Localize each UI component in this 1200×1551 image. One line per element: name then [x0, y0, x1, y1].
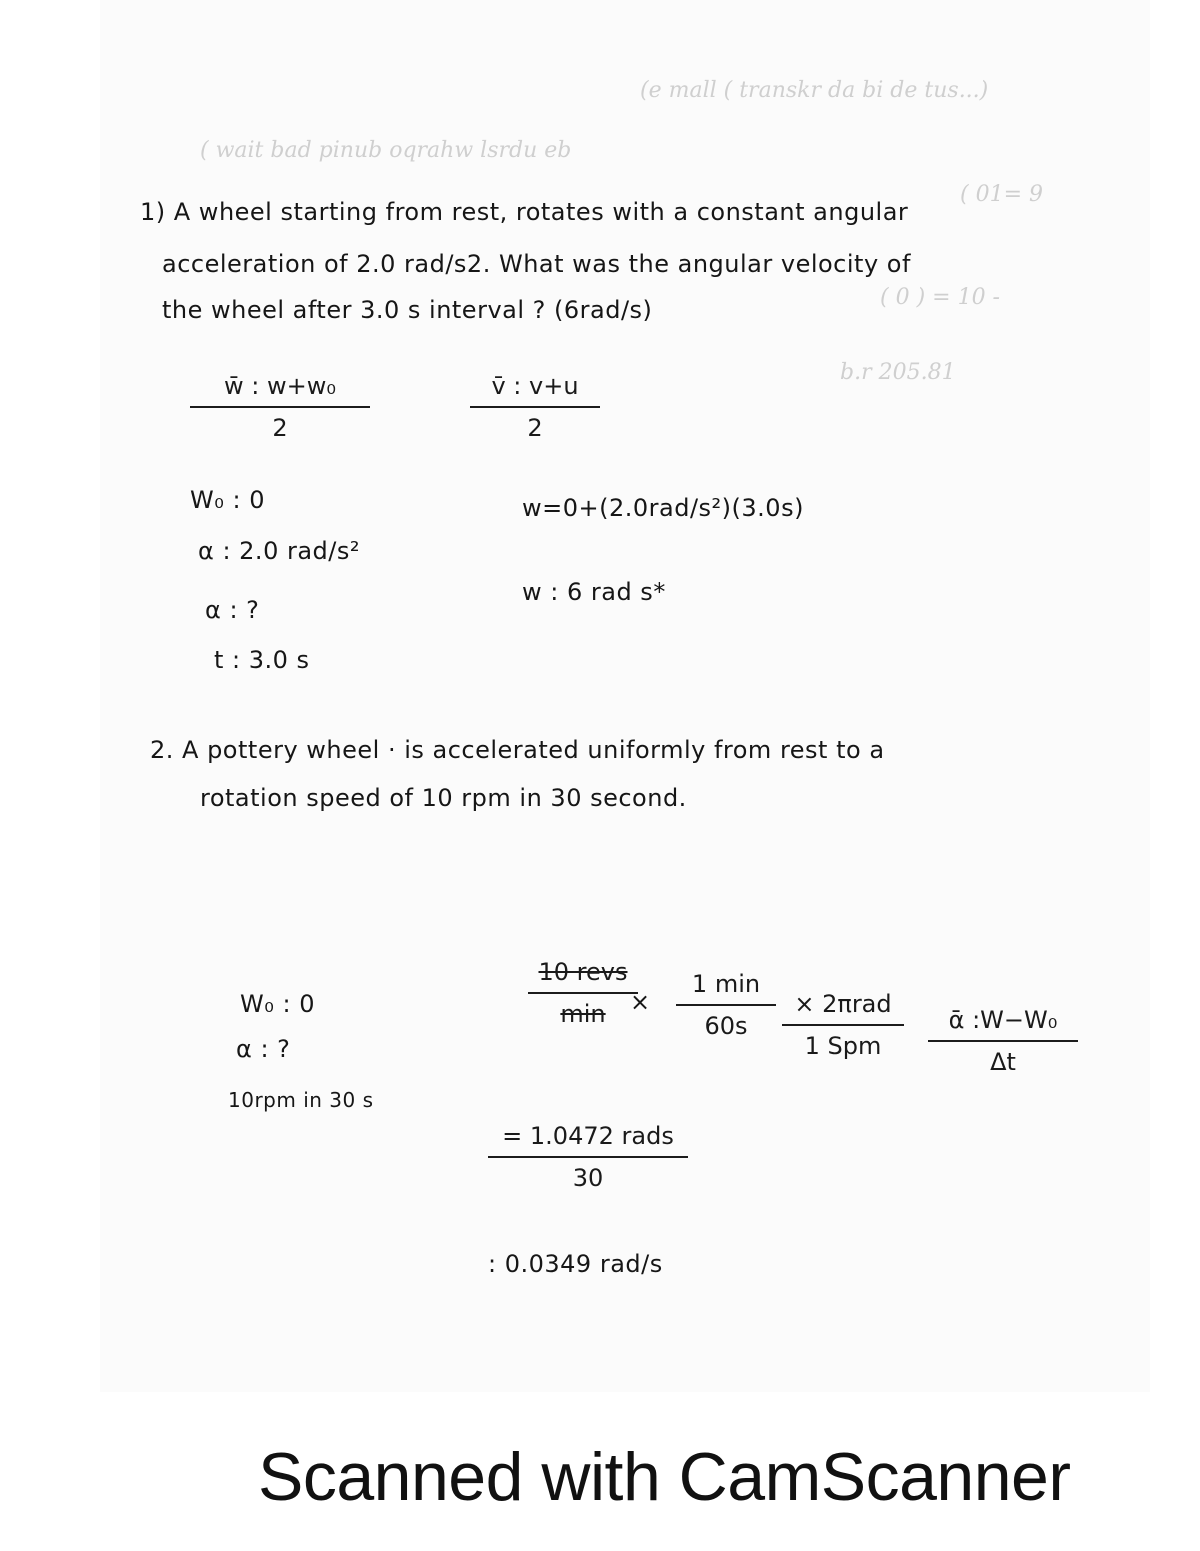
question-2-line-1: 2. A pottery wheel · is accelerated uniformly from rest to a — [150, 736, 885, 764]
fraction-denominator: min — [560, 1000, 606, 1028]
bleed-through-text: ( wait bad pinub oqrahw lsrdu eb — [200, 138, 572, 163]
fraction-denominator: 30 — [572, 1164, 604, 1192]
conversion-factor-minutes — [676, 970, 776, 1040]
question-1-line-3: the wheel after 3.0 s interval ? (6rad/s) — [162, 296, 653, 324]
formula-denominator: 2 — [272, 414, 288, 442]
given-unknown: α : ? — [205, 596, 260, 624]
fraction-numerator: × 2πrad — [794, 990, 892, 1018]
bleed-through-text: ( 0 ) = 10 - — [880, 285, 1000, 310]
multiply-sign: × — [630, 988, 651, 1016]
fraction-numerator: 1 min — [691, 970, 761, 998]
formula-numerator: ᾱ :W−W₀ — [948, 1006, 1058, 1034]
average-angular-velocity-formula — [190, 372, 370, 442]
given-angular-acceleration: α : 2.0 rad/s² — [198, 537, 360, 565]
conversion-factor-revs — [528, 958, 638, 1028]
given-angular-acceleration: α : ? — [236, 1035, 291, 1063]
fraction-numerator: 10 revs — [538, 958, 628, 986]
fraction-numerator: = 1.0472 rads — [502, 1122, 674, 1150]
fraction-bar — [528, 992, 638, 994]
fraction-bar — [782, 1024, 904, 1026]
formula-denominator: Δt — [990, 1048, 1016, 1076]
question-1-line-1: 1) A wheel starting from rest, rotates with a constant angular — [140, 198, 909, 226]
formula-numerator: v̄ : v+u — [491, 372, 579, 400]
fraction-denominator: 60s — [704, 1012, 748, 1040]
bleed-through-text: ( 01= 9 — [960, 182, 1043, 207]
fraction-bar — [470, 406, 600, 408]
question-1-line-2: acceleration of 2.0 rad/s2. What was the angular velocity of — [162, 250, 911, 278]
fraction-denominator: 1 Spm — [804, 1032, 882, 1060]
conversion-factor-radians — [782, 990, 904, 1060]
result-fraction — [488, 1122, 688, 1192]
camscanner-watermark: Scanned with CamScanner — [258, 1439, 1071, 1515]
question-2-line-2: rotation speed of 10 rpm in 30 second. — [200, 784, 687, 812]
fraction-bar — [676, 1004, 776, 1006]
given-initial-velocity: W₀ : 0 — [240, 990, 315, 1018]
working-equation: w=0+(2.0rad/s²)(3.0s) — [522, 494, 804, 522]
given-time: t : 3.0 s — [214, 646, 310, 674]
formula-denominator: 2 — [527, 414, 543, 442]
bleed-through-text: b.r 205.81 — [840, 360, 956, 385]
fraction-bar — [190, 406, 370, 408]
fraction-bar — [928, 1040, 1078, 1042]
working-answer: w : 6 rad s* — [522, 578, 666, 606]
angular-acceleration-formula — [928, 1006, 1078, 1076]
given-initial-velocity: W₀ : 0 — [190, 486, 265, 514]
formula-numerator: w̄ : w+w₀ — [224, 372, 336, 400]
average-velocity-formula — [470, 372, 600, 442]
final-answer: : 0.0349 rad/s — [488, 1250, 663, 1278]
given-note: 10rpm in 30 s — [228, 1088, 374, 1112]
bleed-through-text: (e mall ( transkr da bi de tus...) — [640, 78, 989, 103]
fraction-bar — [488, 1156, 688, 1158]
